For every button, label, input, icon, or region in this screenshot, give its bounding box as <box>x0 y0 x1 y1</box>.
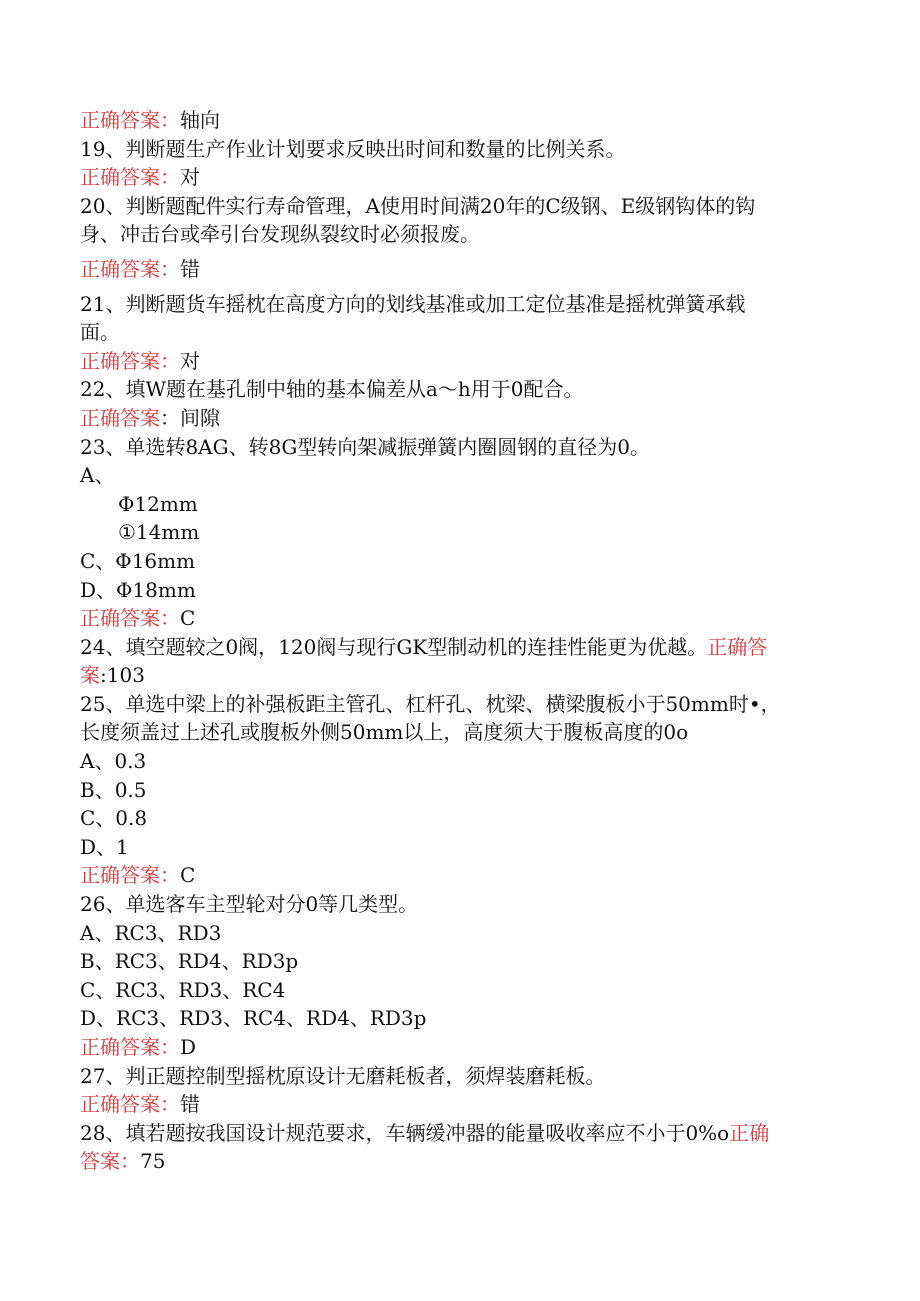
answer-line-20 <box>80 255 840 284</box>
answer-line-24 <box>80 661 840 690</box>
answer-line-19 <box>80 163 840 192</box>
question-19: 19、判断题生产作业计划要求反映出时间和数量的比例关系。 <box>80 136 626 161</box>
answer-value: 错 <box>180 1092 200 1117</box>
question-21-line-2: 面。 <box>80 320 120 345</box>
answer-label-inline-cont: 答案： <box>80 1149 140 1174</box>
answer-line-21 <box>80 347 840 376</box>
question-20-line-1: 20、判断题配件实行寿命管理，A使用时间满20年的C级钢、E级钢钩体的钩 <box>80 193 756 218</box>
answer-line-23 <box>80 604 840 633</box>
question-26: 26、单选客车主型轮对分0等几类型。 <box>80 892 419 917</box>
question-23: 23、单选转8AG、转8G型转向架减振弹簧内圈圆钢的直径为0。 <box>80 434 651 459</box>
answer-label: 正确答案： <box>80 863 180 888</box>
option-a-value: Φ12mm <box>118 491 198 516</box>
answer-label: 正确答案： <box>80 256 180 281</box>
answer-label-inline: 正确 <box>729 1120 770 1145</box>
answer-line-26 <box>80 1033 840 1062</box>
option-d: D、1 <box>80 834 129 859</box>
answer-value: 错 <box>180 256 200 281</box>
option-c: C、0.8 <box>80 806 148 831</box>
question-27: 27、判正题控制型摇枕原设计无磨耗板者，须焊装磨耗板。 <box>80 1063 606 1088</box>
option-c: C、RC3、RD3、RC4 <box>80 977 286 1002</box>
option-a: A、 <box>80 463 115 488</box>
answer-label: 正确答案： <box>80 1092 180 1117</box>
option-a: A、0.3 <box>80 749 147 774</box>
answer-label: 正确答案： <box>80 1035 180 1059</box>
answer-value: :103 <box>100 663 145 688</box>
answer-line-28 <box>80 1147 840 1176</box>
option-b-value: ①14mm <box>118 520 200 545</box>
question-25-line-1: 25、单选中梁上的补强板距主管孔、杠杆孔、枕梁、横梁腹板小于50mm时•， <box>80 691 781 716</box>
answer-value: C <box>180 606 196 631</box>
answer-label-variant: 正确答案 <box>80 405 160 430</box>
question-24 <box>80 633 840 662</box>
answer-label-inline-cont: 案 <box>80 663 100 688</box>
document-page <box>80 106 840 1176</box>
answer-line-18 <box>80 106 840 135</box>
question-24-text: 24、填空题较之0阀，120阀与现行GK型制动机的连挂性能更为优越。 <box>80 634 708 659</box>
answer-value: C <box>180 863 196 888</box>
answer-value: ：间隙 <box>160 405 220 430</box>
question-22: 22、填W题在基孔制中轴的基本偏差从a～h用于0配合。 <box>80 377 584 402</box>
answer-label: 正确答案： <box>80 165 180 190</box>
option-b: B、RC3、RD4、RD3p <box>80 949 299 974</box>
answer-value: 75 <box>140 1149 166 1174</box>
answer-value: 对 <box>180 165 200 190</box>
question-21-line-1: 21、判断题货车摇枕在高度方向的划线基准或加工定位基准是摇枕弹簧承载 <box>80 291 746 316</box>
option-c: C、Φ16mm <box>80 548 196 573</box>
answer-label: 正确答案： <box>80 108 180 132</box>
option-b: B、0.5 <box>80 777 147 802</box>
question-28 <box>80 1119 840 1148</box>
answer-label: 正确答案： <box>80 348 180 373</box>
option-d: D、Φ18mm <box>80 577 196 602</box>
question-20-line-2: 身、冲击台或牵引台发现纵裂纹时必须报废。 <box>80 222 480 247</box>
question-25-line-2: 长度须盖过上述孔或腹板外侧50mm以上，高度须大于腹板高度的0o <box>80 720 689 745</box>
answer-value: D <box>180 1035 197 1059</box>
answer-value: 对 <box>180 348 200 373</box>
answer-value: 轴向 <box>180 108 220 132</box>
option-d: D、RC3、RD3、RC4、RD4、RD3p <box>80 1006 427 1031</box>
answer-line-25 <box>80 861 840 890</box>
answer-label: 正确答案： <box>80 606 180 631</box>
answer-line-22 <box>80 404 840 433</box>
answer-line-27 <box>80 1090 840 1119</box>
answer-label-inline: 正确答 <box>707 634 768 659</box>
option-a: A、RC3、RD3 <box>80 920 222 945</box>
question-28-text: 28、填若题按我国设计规范要求，车辆缓冲器的能量吸收率应不小于0%o <box>80 1120 730 1145</box>
